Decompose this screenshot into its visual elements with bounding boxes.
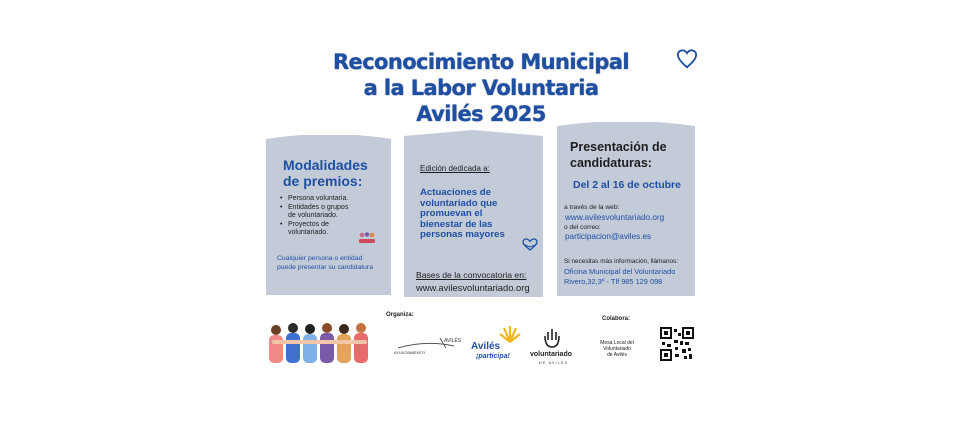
modalidades-list <box>278 195 358 238</box>
poster <box>258 40 704 370</box>
office-address: Rivero,32,3º - Tlf 985 129 098 <box>564 277 663 286</box>
heart-icon <box>676 48 698 70</box>
bases-link[interactable]: www.avilesvoluntariado.org <box>416 282 530 293</box>
colabora-label: Colabora: <box>602 316 631 322</box>
list-item: • Persona voluntaria. <box>278 195 358 204</box>
info-label: Si necesitas más información, llámanos: <box>564 258 679 265</box>
panel-tab-shape <box>266 135 391 149</box>
voluntariado-logo-word: voluntariado <box>530 351 573 358</box>
hand-icon <box>543 328 561 348</box>
title-line-1: Reconocimiento Municipal <box>332 50 629 74</box>
title-line-3: Avilés 2025 <box>416 102 546 126</box>
organiza-label: Organiza: <box>386 312 414 318</box>
modalidades-note: Cualquier persona o entidad puede presentar su candidatura <box>277 255 373 271</box>
mesa-line-3: de Avilés <box>607 352 627 358</box>
panel-tab-shape <box>557 122 695 136</box>
qr-code-icon[interactable] <box>660 327 694 361</box>
office-name: Oficina Municipal del Voluntariado <box>564 267 676 276</box>
people-award-icon <box>358 231 376 245</box>
presentacion-dates: Del 2 al 16 de octubre <box>573 179 681 191</box>
sun-rays-icon <box>498 326 522 344</box>
aviles-participa-sub: ¡participa! <box>476 353 510 360</box>
web-label: a través de la web: <box>564 204 620 211</box>
aviles-participa-word: Avilés <box>471 341 501 352</box>
title-line-2: a la Labor Voluntaria <box>363 76 599 100</box>
bases-label: Bases de la convocatoria en: <box>416 270 527 280</box>
panel-tab-shape <box>404 130 543 144</box>
ayto-text: AYUNTAMIENTO <box>394 350 426 355</box>
presentacion-panel <box>557 132 695 296</box>
mail-label: o del correo: <box>564 224 601 231</box>
edicion-panel <box>404 140 543 297</box>
heart-hands-icon <box>522 238 538 252</box>
mesa-local-text <box>592 340 642 358</box>
volunteers-group-illustration <box>266 320 376 365</box>
list-item: • Proyectos de voluntariado. <box>278 221 358 238</box>
web-link[interactable]: www.avilesvoluntariado.org <box>565 213 665 222</box>
edicion-text: Actuaciones de voluntariado que promuevan el bienestar de las personas mayores <box>420 187 505 241</box>
presentacion-heading-1: Presentación de <box>570 140 667 154</box>
mesa-line-1: Mesa Local del <box>600 340 634 346</box>
voluntariado-logo-sub: DE AVILÉS <box>539 360 569 365</box>
presentacion-heading-2: candidaturas: <box>570 156 652 170</box>
edicion-label: Edición dedicada a: <box>420 164 490 173</box>
modalidades-panel <box>266 145 391 295</box>
mail-link[interactable]: participacion@aviles.es <box>565 232 652 241</box>
modalidades-heading-2: de premios: <box>283 173 363 189</box>
list-item: • Entidades o grupos de voluntariado. <box>278 204 358 221</box>
mesa-line-2: Voluntariado <box>603 346 631 352</box>
modalidades-heading-1: Modalidades <box>283 157 368 173</box>
ayto-brand-text: AVILÉS <box>444 338 462 344</box>
